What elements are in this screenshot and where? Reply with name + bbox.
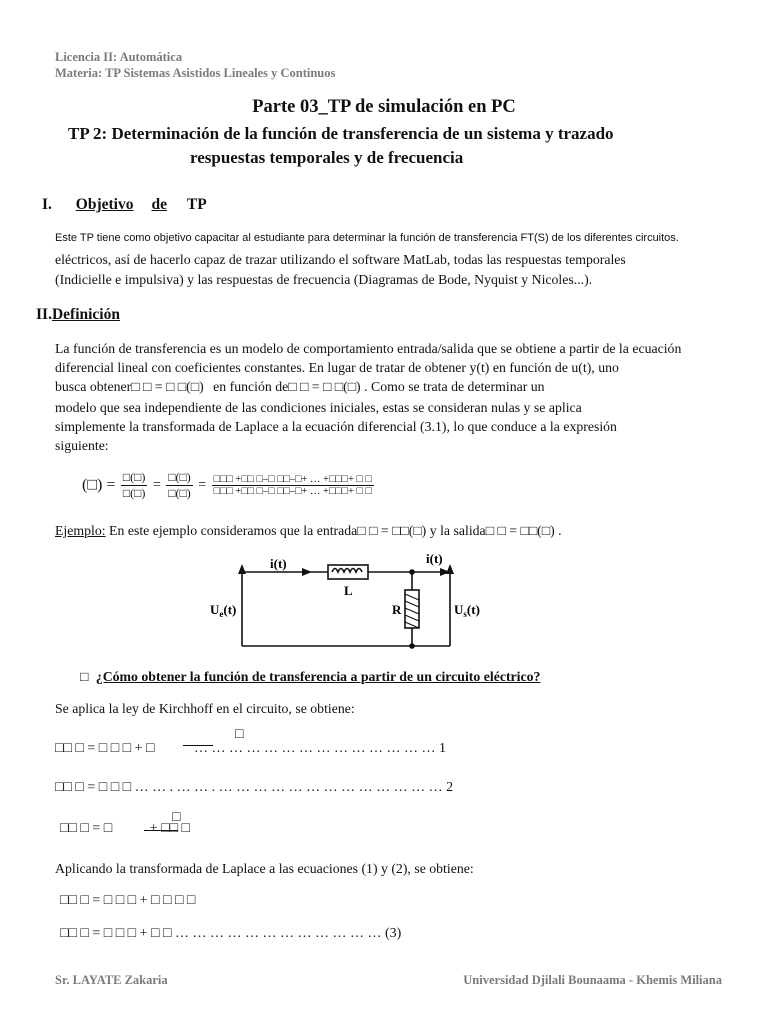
bullet-icon: □ [80, 669, 89, 684]
example-input-glyph: □ □ = □□(□) [357, 523, 427, 538]
section2-line5: simplemente la transformada de Laplace a la ecuación diferencial (3.1), lo que conduce a la expresión [55, 419, 617, 434]
tf-fraction-1: $\frac{□(□)}{□(□)}$ [122, 470, 146, 500]
header-course: Licencia II: Automática [55, 50, 183, 64]
laplace-intro: Aplicando la transformada de Laplace a las ecuaciones (1) y (2), se obtiene: [55, 861, 474, 876]
tf-fraction-3: $\frac{□□□ +□□ □-□ □□-□+ \dots +□□□+ □ □}{□□□ +□□ □-□ □□-□+ \dots +□□□+ □ □}$ [213, 474, 372, 497]
section1-heading [42, 196, 207, 214]
node-bottom [409, 643, 415, 649]
section1-word1: Objetivo [75, 196, 134, 213]
section2-number: II. [36, 306, 52, 323]
section2-line4: modelo que sea independiente de las condiciones iniciales, estas se consideran nulas y se aplica [55, 400, 582, 415]
arrow-up-left-icon [238, 564, 246, 574]
arrow-current-left-icon [302, 568, 312, 576]
page-subtitle-line1: TP 2: Determinación de la función de transferencia de un sistema y trazado [68, 124, 614, 143]
rl-circuit-diagram [200, 548, 500, 658]
glyph-y-of-s: □ □ = □ □(□) [131, 379, 204, 394]
node-top [409, 569, 415, 575]
section1-paragraph-line3: (Indicielle e impulsiva) y las respuestas de frecuencia (Diagramas de Bode, Nyquist y Nicoles...). [55, 272, 593, 287]
label-inductor: L [344, 583, 353, 598]
section1-word3: TP [186, 196, 207, 213]
section1-paragraph-line2: eléctricos, así de hacerlo capaz de trazar utilizando el software MatLab, todas las respuestas temporales [55, 252, 626, 267]
label-current-right: i(t) [426, 551, 443, 566]
question-text: ¿Cómo obtener la función de transferencia a partir de un circuito eléctrico? [95, 669, 541, 684]
section1-paragraph-small: Este TP tiene como objetivo capacitar al estudiante para determinar la función de transferencia FT(S) de los diferentes circuitos. [55, 232, 679, 244]
tf-fraction-2: $\frac{□(□)}{□(□)}$ [168, 470, 191, 500]
label-input-voltage: $U_e(t)$ [210, 602, 237, 619]
equation-1: □□ □ = □ □ □ + □ … … … … … … … … … … … … … … 1 [55, 741, 446, 756]
question-line [80, 669, 540, 685]
section1-number: I. [42, 196, 52, 213]
footer-university: Universidad Djilali Bounaama - Khemis Miliana [463, 973, 722, 987]
tf-lhs: (□) = [82, 476, 116, 494]
section2-line3: busca obtener□ □ = □ □(□) en función de□ □ = □ □(□) . Como se trata de determinar un [55, 379, 545, 394]
laplace-equation-a: □□ □ = □ □ □ + □ □ □ □ [60, 893, 196, 908]
glyph-u-of-s: □ □ = □ □(□) [288, 379, 361, 394]
equation-3: □□ □ = □ + □□ □ [60, 821, 190, 836]
section2-line1: La función de transferencia es un modelo de comportamiento entrada/salida que se obtiene a partir de la ecuación [55, 341, 682, 356]
section2-line2: diferencial lineal con coeficientes constantes. En lugar de tratar de obtener y(t) en función de u(t), uno [55, 360, 619, 375]
example-label: Ejemplo: [55, 523, 106, 538]
eq1-numerator: □ [235, 727, 244, 742]
section2-title: Definición [51, 306, 120, 323]
page-subtitle-line2: respuestas temporales y de frecuencia [190, 148, 464, 167]
section2-line6: siguiente: [55, 438, 109, 453]
section2-heading [36, 306, 146, 324]
eq3-numerator: □ [172, 810, 181, 825]
footer-author: Sr. LAYATE Zakaria [55, 973, 168, 987]
example-output-glyph: □ □ = □□(□) [485, 523, 555, 538]
page-title: Parte 03_TP de simulación en PC [252, 97, 516, 117]
label-current-left: i(t) [270, 556, 287, 571]
kirchhoff-intro: Se aplica la ley de Kirchhoff en el circuito, se obtiene: [55, 701, 355, 716]
equation-2: □□ □ = □ □ □ … … . … … . … … … … … … … … … … … … … 2 [55, 780, 454, 795]
section1-word2: de [151, 196, 167, 213]
example-line: Ejemplo: En este ejemplo consideramos que la entrada□ □ = □□(□) y la salida□ □ = □□(□) . [55, 523, 562, 538]
label-resistor: R [392, 602, 402, 617]
label-output-voltage: $U_s(t)$ [454, 602, 480, 619]
header-subject: Materia: TP Sistemas Asistidos Lineales y Continuos [55, 66, 336, 80]
transfer-function-equation: (□) = $\frac{□(□)}{□(□)}$ = $\frac{□(□)}{□(□)}$ = $\frac{□□□ +□□ □-□ □□-□+ \dots +□□□+ □ □}{□□□ +□□ □-□ □□-□+ \dots +□□□+ □ □}$ [82, 470, 372, 500]
laplace-equation-b: □□ □ = □ □ □ + □ □ … … … … … … … … … … … … (3) [60, 926, 402, 941]
